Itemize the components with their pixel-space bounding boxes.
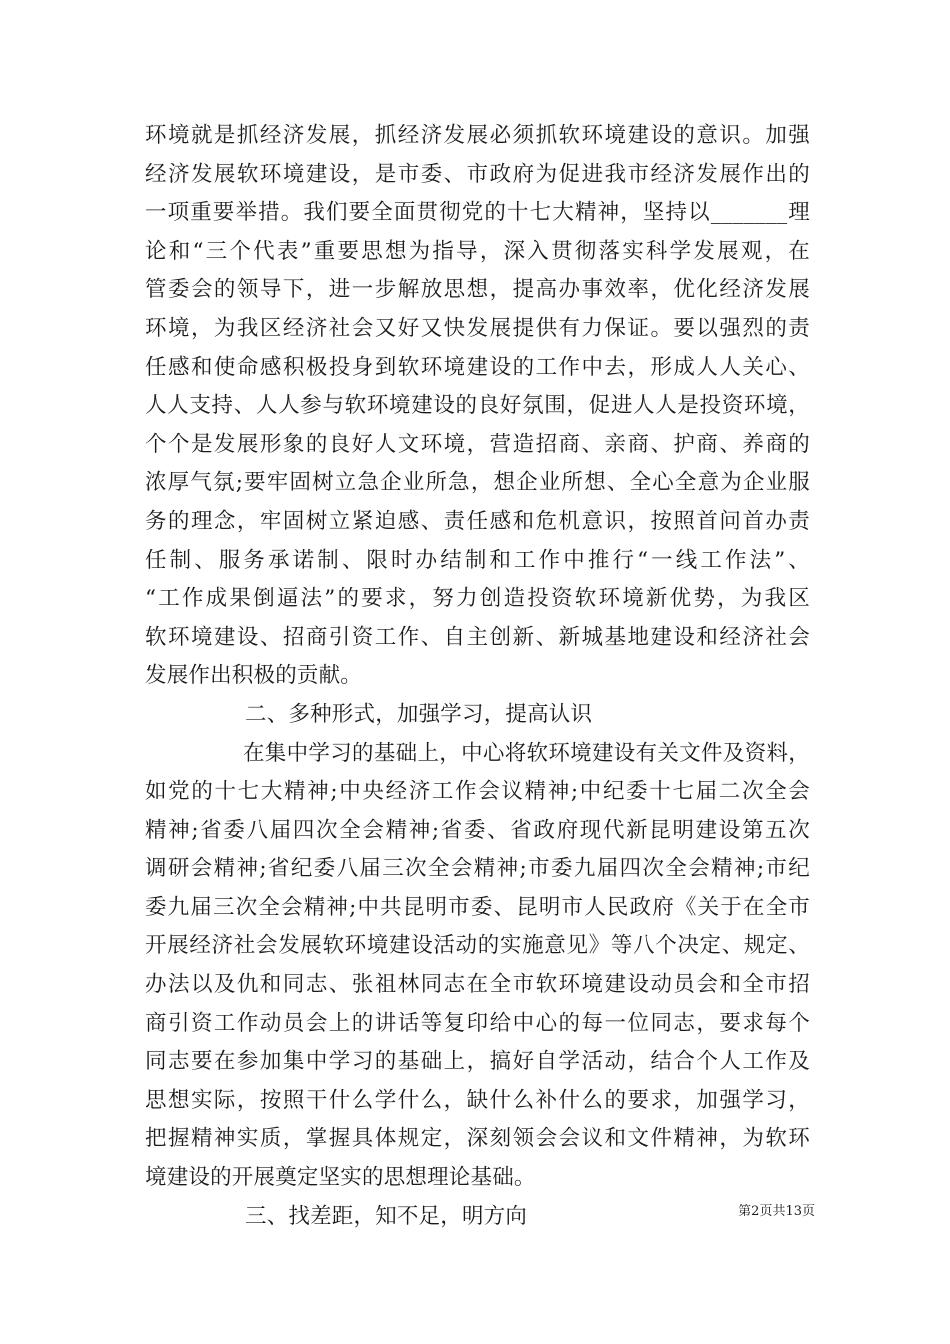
text-line: 办法以及仇和同志、张祖林同志在全市软环境建设动员会和全市招 <box>145 972 810 998</box>
text-line: 论和“三个代表”重要思想为指导，深入贯彻落实科学发展观，在 <box>145 238 810 264</box>
text-line: 在集中学习的基础上，中心将软环境建设有关文件及资料， <box>243 740 810 766</box>
text-line: 经济发展软环境建设，是市委、市政府为促进我市经济发展作出的 <box>145 161 810 187</box>
section-heading: 三、找差距，知不足，明方向 <box>245 1203 528 1229</box>
text-line: 务的理念，牢固树立紧迫感、责任感和危机意识，按照首问首办责 <box>145 508 810 534</box>
text-line: 一项重要举措。我们要全面贯彻党的十七大精神，坚持以_______理 <box>145 200 810 226</box>
text-line: 开展经济社会发展软环境建设活动的实施意见》等八个决定、规定、 <box>145 933 810 959</box>
page-number: 第2页共13页 <box>738 1204 815 1219</box>
text-line: 环境，为我区经济社会又好又快发展提供有力保证。要以强烈的责 <box>145 315 810 341</box>
text-line: 同志要在参加集中学习的基础上，搞好自学活动，结合个人工作及 <box>145 1049 810 1075</box>
document-body <box>145 117 810 1236</box>
text-line: 软环境建设、招商引资工作、自主创新、新城基地建设和经济社会 <box>145 624 810 650</box>
text-line: 环境就是抓经济发展，抓经济发展必须抓软环境建设的意识。加强 <box>145 123 810 148</box>
text-line: 任制、服务承诺制、限时办结制和工作中推行“一线工作法”、 <box>145 547 810 573</box>
text-line: 调研会精神;省纪委八届三次全会精神;市委九届四次全会精神;市纪 <box>145 856 810 882</box>
text-line: 思想实际，按照干什么学什么，缺什么补什么的要求，加强学习， <box>145 1087 810 1113</box>
text-line: 委九届三次全会精神;中共昆明市委、昆明市人民政府《关于在全市 <box>145 894 810 920</box>
text-line: 个个是发展形象的良好人文环境，营造招商、亲商、护商、养商的 <box>145 431 810 457</box>
text-line: 境建设的开展奠定坚实的思想理论基础。 <box>145 1165 536 1191</box>
section-heading: 二、多种形式，加强学习，提高认识 <box>245 701 593 727</box>
text-line: 浓厚气氛;要牢固树立急企业所急，想企业所想、全心全意为企业服 <box>145 470 810 496</box>
text-line: 如党的十七大精神;中央经济工作会议精神;中纪委十七届二次全会 <box>145 779 810 805</box>
text-line: 人人支持、人人参与软环境建设的良好氛围，促进人人是投资环境， <box>145 393 810 419</box>
text-line: “工作成果倒逼法”的要求，努力创造投资软环境新优势，为我区 <box>145 586 810 612</box>
text-line: 任感和使命感积极投身到软环境建设的工作中去，形成人人关心、 <box>145 354 810 380</box>
text-line: 管委会的领导下，进一步解放思想，提高办事效率，优化经济发展 <box>145 277 810 303</box>
text-line: 商引资工作动员会上的讲话等复印给中心的每一位同志，要求每个 <box>145 1010 810 1036</box>
text-line: 精神;省委八届四次全会精神;省委、省政府现代新昆明建设第五次 <box>145 817 810 843</box>
text-line: 把握精神实质，掌握具体规定，深刻领会会议和文件精神，为软环 <box>145 1126 810 1152</box>
text-line: 发展作出积极的贡献。 <box>145 663 363 689</box>
